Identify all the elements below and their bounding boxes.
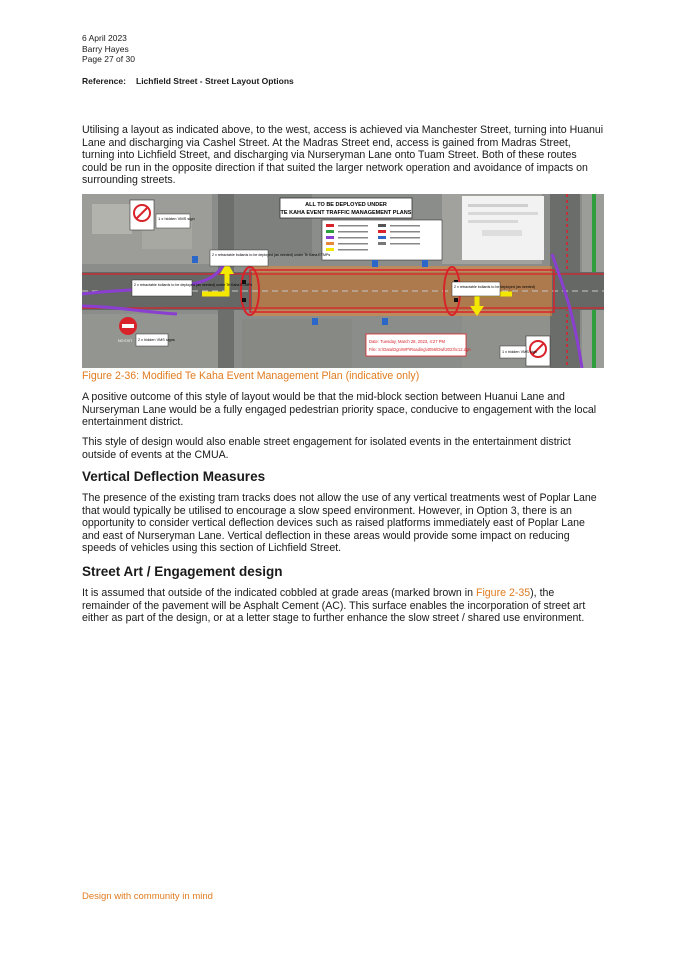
footer-tagline: Design with community in mind bbox=[82, 891, 213, 902]
header-page: Page 27 of 30 bbox=[82, 54, 135, 64]
paragraph-street-engagement: This style of design would also enable street engagement for isolated events in the entertainment district outside of events at the CMUA. bbox=[82, 436, 571, 461]
heading-street-art: Street Art / Engagement design bbox=[82, 564, 283, 579]
figure-caption: Figure 2-36: Modified Te Kaha Event Management Plan (indicative only) bbox=[82, 370, 420, 382]
paragraph-street-art bbox=[82, 587, 604, 625]
label-hidden-sign-3: 1 x hidden VMS sign bbox=[502, 350, 537, 354]
paragraph-positive-outcome: A positive outcome of this style of layout would be that the mid-block section between Huanui Lane and Nurseryman Lane would be a fully engaged pedestrian priority space, conducive to engagement with the local entertainment district. bbox=[82, 391, 597, 429]
street-art-text-start: It is assumed that outside of the indicated cobbled at grade areas (marked brown in bbox=[82, 587, 476, 599]
label-bollards-2: 2 x retractable bollards to be deployed (as needed) under Te Kaha ETMPs bbox=[134, 283, 253, 287]
label-no-exit: NO EXIT bbox=[118, 339, 133, 343]
figure-reference-link[interactable]: Figure 2-35 bbox=[475, 587, 531, 599]
label-bollards-1: 2 x retractable bollards to be deployed (as needed) under Te Kaha ETMPs bbox=[212, 253, 331, 257]
reference-label: Reference: bbox=[82, 76, 126, 86]
label-bollards-3: 2 x retractable bollards to be deployed (as needed) bbox=[454, 285, 536, 289]
heading-vertical-deflection: Vertical Deflection Measures bbox=[82, 469, 266, 484]
reference-value: Lichfield Street - Street Layout Options bbox=[136, 76, 294, 86]
label-hidden-sign-2: 2 x hidden VMS signs bbox=[138, 338, 175, 342]
plan-drawing bbox=[82, 194, 604, 368]
date-file-box bbox=[366, 334, 466, 356]
paragraph-access-routes: Utilising a layout as indicated above, to the west, access is achieved via Manchester Street, turning into Huanui Lane and discharging via Cashel Street. At the Madras Street end, access is gained from Madras Street, turning into Lichfield Street, and discharging via Nurseryman Lane onto Tuam Street. Both of these routes could be run in the opposite direction if that suited the larger network operation and avoidance of impacts on surrounding streets. bbox=[82, 124, 604, 187]
header-author: Barry Hayes bbox=[82, 43, 129, 54]
banner-line-2: TE KAHA EVENT TRAFFIC MANAGEMENT PLANS bbox=[280, 210, 412, 216]
banner-line-1: ALL TO BE DEPLOYED UNDER bbox=[305, 202, 387, 208]
label-hidden-sign-1: 1 x hidden VMS sign bbox=[158, 216, 195, 221]
date-box: Date: Tuesday, March 28, 2023, 4:27 PM bbox=[369, 339, 446, 344]
file-box: File: S:\Data\Dgn\WP\Roading\4056\Dwl\2023\c12.dgn bbox=[369, 347, 471, 352]
reference-line bbox=[82, 76, 294, 86]
street-art-text-end: ), the remainder of the pavement will be Asphalt Cement (AC). This surface enables the incorporation of street art either as part of the design, or at a letter stage to further enhance the slow street / shared use environment. bbox=[82, 587, 586, 625]
carpark-s bbox=[242, 319, 352, 368]
building-1 bbox=[92, 204, 132, 234]
event-management-plan-figure bbox=[82, 194, 604, 368]
paragraph-vertical-deflection: The presence of the existing tram tracks does not allow the use of any vertical treatments west of Poplar Lane that would typically be utilised to encourage a slow speed environment. However, in Option 3, there is an opportunity to consider vertical deflection devices such as raised platforms immediately east of Poplar Lane and east of Nurseryman Lane. Vertical deflection in these areas would provide some impact on reducing speeds of vehicles using this section of Lichfield Street. bbox=[82, 492, 597, 555]
header-block bbox=[82, 33, 135, 65]
header-date: 6 April 2023 bbox=[82, 33, 127, 43]
